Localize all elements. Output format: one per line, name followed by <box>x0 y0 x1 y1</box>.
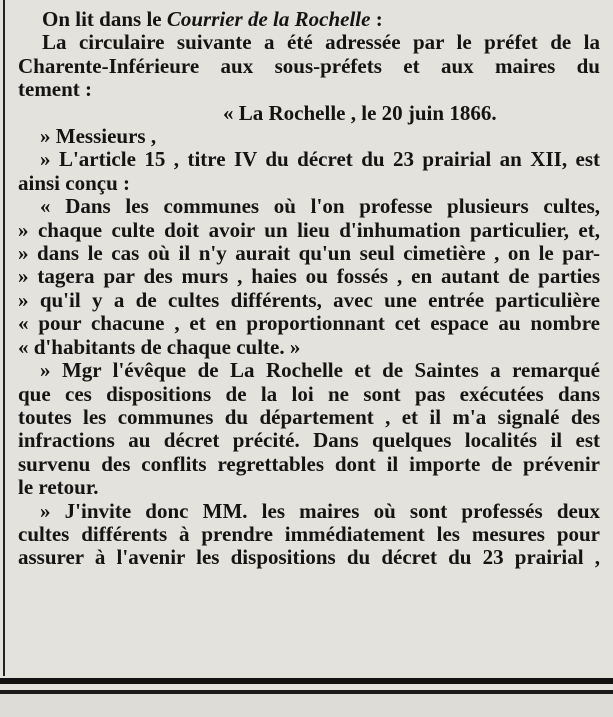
quote-line: » qu'il y a de cultes différents, avec une entrée particulière <box>18 287 600 312</box>
salutation: » Messieurs , <box>40 124 157 149</box>
quote-line: » tagera par des murs , haies ou fossés , en autant de parties <box>18 264 600 289</box>
intro-suffix: : <box>370 7 383 31</box>
paragraph-line: que ces dispositions de la loi ne sont pas exécutées dans <box>18 381 600 406</box>
paragraph-line: » L'article 15 , titre IV du décret du 23 prairial an XII, est <box>40 147 600 172</box>
quote-line: « pour chacune , et en proportionnant cet espace au nombre <box>18 311 600 336</box>
quote-line: » dans le cas où il n'y aurait qu'un seul cimetière , on le par- <box>18 241 600 266</box>
paragraph-line: le retour. <box>18 475 99 500</box>
quote-line: » chaque culte doit avoir un lieu d'inhumation particulier, et, <box>18 217 600 242</box>
bottom-rule <box>0 678 613 684</box>
article-column <box>18 8 600 570</box>
article-intro <box>18 8 600 31</box>
paragraph-line: cultes différents à prendre immédiatement les mesures pour <box>18 521 600 546</box>
paragraph-line: » Mgr l'évêque de La Rochelle et de Saintes a remarqué <box>40 358 600 383</box>
paragraph-line: ainsi conçu : <box>18 170 131 195</box>
paragraph-line: Charente-Inférieure aux sous-préfets et aux maires du <box>18 53 600 78</box>
paragraph-line: La circulaire suivante a été adressée par le préfet de la <box>42 30 600 55</box>
column-rule <box>3 0 5 676</box>
intro-prefix: On lit dans le <box>42 7 167 31</box>
paragraph-line: assurer à l'avenir les dispositions du décret du 23 prairial , <box>18 545 600 570</box>
quote-line: « d'habitants de chaque culte. » <box>18 334 301 359</box>
paragraph-line: tement : <box>18 77 93 102</box>
dateline: « La Rochelle , le 20 juin 1866. <box>223 100 497 125</box>
paragraph-line: survenu des conflits regrettables dont il importe de prévenir <box>18 451 600 476</box>
paragraph-line: toutes les communes du département , et il m'a signalé des <box>18 404 600 429</box>
quote-line: « Dans les communes où l'on professe plusieurs cultes, <box>40 194 600 219</box>
intro-source: Courrier de la Rochelle <box>166 7 371 31</box>
paragraph-line: » J'invite donc MM. les maires où sont professés deux <box>40 498 600 523</box>
page-margin <box>0 694 613 717</box>
paragraph-line: infractions au décret précité. Dans quelques localités il est <box>18 428 600 453</box>
